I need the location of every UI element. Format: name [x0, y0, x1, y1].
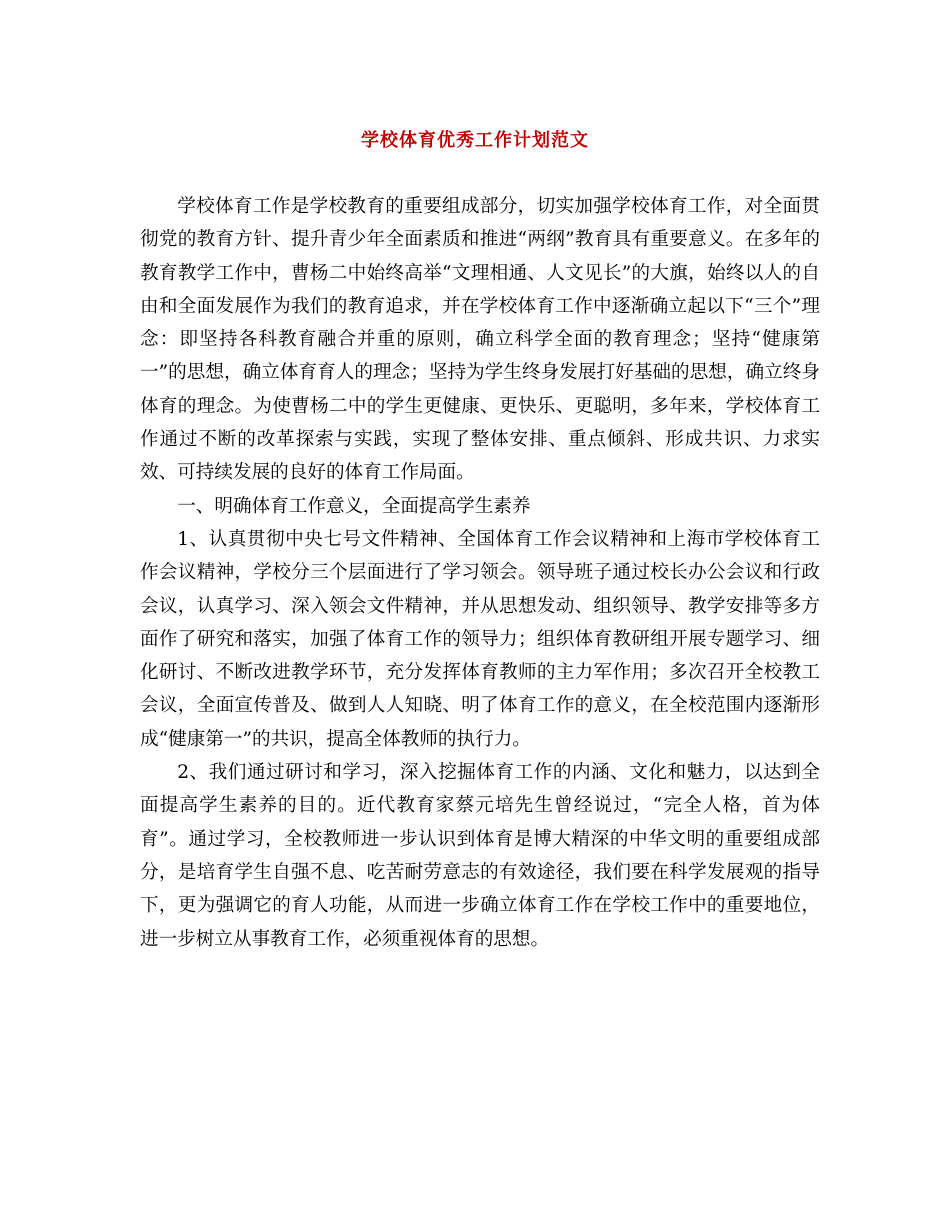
section-heading-1: 一、明确体育工作意义，全面提高学生素养	[177, 495, 531, 517]
paragraph-intro: 学校体育工作是学校教育的重要组成部分，切实加强学校体育工作，对全面贯彻党的教育方针、提升青少年全面素质和推进“两纲”教育具有重要意义。在多年的教育教学工作中，曹杨二中始终高举“文理相通、人文见长”的大旗，始终以人的自由和全面发展作为我们的教育追求，并在学校体育工作中逐渐确立起以下“三个”理念：即坚持各科教育融合并重的原则，确立科学全面的教育理念；坚持“健康第一”的思想，确立体育育人的理念；坚持为学生终身发展打好基础的思想，确立终身体育的理念。为使曹杨二中的学生更健康、更快乐、更聪明，多年来，学校体育工作通过不断的改革探索与实践，实现了整体安排、重点倾斜、形成共识、力求实效、可持续发展的良好的体育工作局面。	[140, 196, 820, 484]
paragraph-item-1: 1、认真贯彻中央七号文件精神、全国体育工作会议精神和上海市学校体育工作会议精神，学校分三个层面进行了学习领会。领导班子通过校长办公会议和行政会议，认真学习、深入领会文件精神，并从思想发动、组织领导、教学安排等多方面作了研究和落实，加强了体育工作的领导力；组织体育教研组开展专题学习、细化研讨、不断改进教学环节，充分发挥体育教师的主力军作用；多次召开全校教工会议，全面宣传普及、做到人人知晓、明了体育工作的意义，在全校范围内逐渐形成“健康第一”的共识，提高全体教师的执行力。	[140, 528, 820, 750]
document-title: 学校体育优秀工作计划范文	[361, 130, 589, 151]
document-body	[140, 190, 820, 956]
paragraph-item-2: 2、我们通过研讨和学习，深入挖掘体育工作的内涵、文化和魅力，以达到全面提高学生素养的目的。近代教育家蔡元培先生曾经说过，“完全人格，首为体育”。通过学习，全校教师进一步认识到体育是博大精深的中华文明的重要组成部分，是培育学生自强不息、吃苦耐劳意志的有效途径，我们要在科学发展观的指导下，更为强调它的育人功能，从而进一步确立体育工作在学校工作中的重要地位，进一步树立从事教育工作，必须重视体育的思想。	[140, 762, 820, 950]
